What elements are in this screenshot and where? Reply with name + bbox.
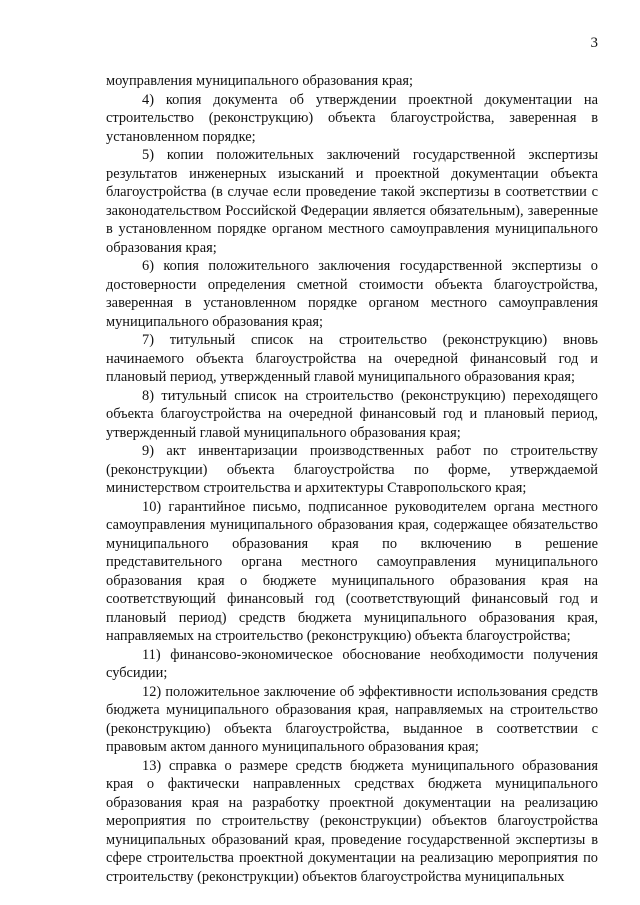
paragraph-continuation: моуправления муниципального образования края; <box>106 73 414 89</box>
paragraph-item-8: 8) титульный список на строительство (реконструкцию) переходящего объекта благоустройства на очередной финансовый год и плановый период, утвержденный главой муниципального образования края; <box>106 387 598 441</box>
paragraph-item-9: 9) акт инвентаризации производственных работ по строительству (реконструкции) объекта благоустройства по форме, утверждаемой министерством строительства и архитектуры Ставропольского края; <box>106 443 598 496</box>
paragraph-item-7: 7) титульный список на строительство (реконструкцию) вновь начинаемого объекта благоустройства на очередной финансовый год и плановый период, утвержденный главой муниципального образования края; <box>106 332 598 385</box>
paragraph-item-4: 4) копия документа об утверждении проектной документации на строительство (реконструкцию) объекта благоустройства, заверенная в установленном порядке; <box>106 91 598 145</box>
paragraph-item-5: 5) копии положительных заключений государственной экспертизы результатов инженерных изысканий и проектной документации объекта благоустройства (в случае если проведение такой экспертизы в соответствии с законодательством Российской Федерации является обязательным), заверенные в установленном порядке органом местного самоуправления муниципального образования края; <box>106 147 598 256</box>
paragraph-item-13: 13) справка о размере средств бюджета муниципального образования края о фактически направленных средствах бюджета муниципального образования края на разработку проектной документации на реализацию мероприятия по строительству (реконструкции) объектов благоустройства муниципальных образований края, проведение государственной экспертизы в сфере строительства проектной документации на реализацию мероприятия по строительству (реконструкции) объектов благоустройства муниципальных <box>106 757 598 885</box>
paragraph-item-6: 6) копия положительного заключения государственной экспертизы о достоверности определения сметной стоимости объекта благоустройства, заверенная в установленном порядке органом местного самоуправления муниципального образования края; <box>106 258 598 330</box>
document-body <box>106 72 598 886</box>
paragraph-item-10: 10) гарантийное письмо, подписанное руководителем органа местного самоуправления муниципального образования края, содержащее обязательство муниципального образования края по включению в решение представительного органа местного самоуправления муниципального образования края о бюджете муниципального образования края на соответствующий финансовый год (соответствующий финансовый год и плановый период) средств бюджета муниципального образования края, направляемых на строительство (реконструкцию) объекта благоустройства; <box>106 498 598 644</box>
paragraph-item-11: 11) финансово-экономическое обоснование необходимости получения субсидии; <box>106 646 598 681</box>
paragraph-item-12: 12) положительное заключение об эффективности использования средств бюджета муниципального образования края, направляемых на строительство (реконструкцию) объекта благоустройства, выданное в соответствии с правовым актом данного муниципального образования края; <box>106 683 598 755</box>
page-number: 3 <box>590 35 598 51</box>
